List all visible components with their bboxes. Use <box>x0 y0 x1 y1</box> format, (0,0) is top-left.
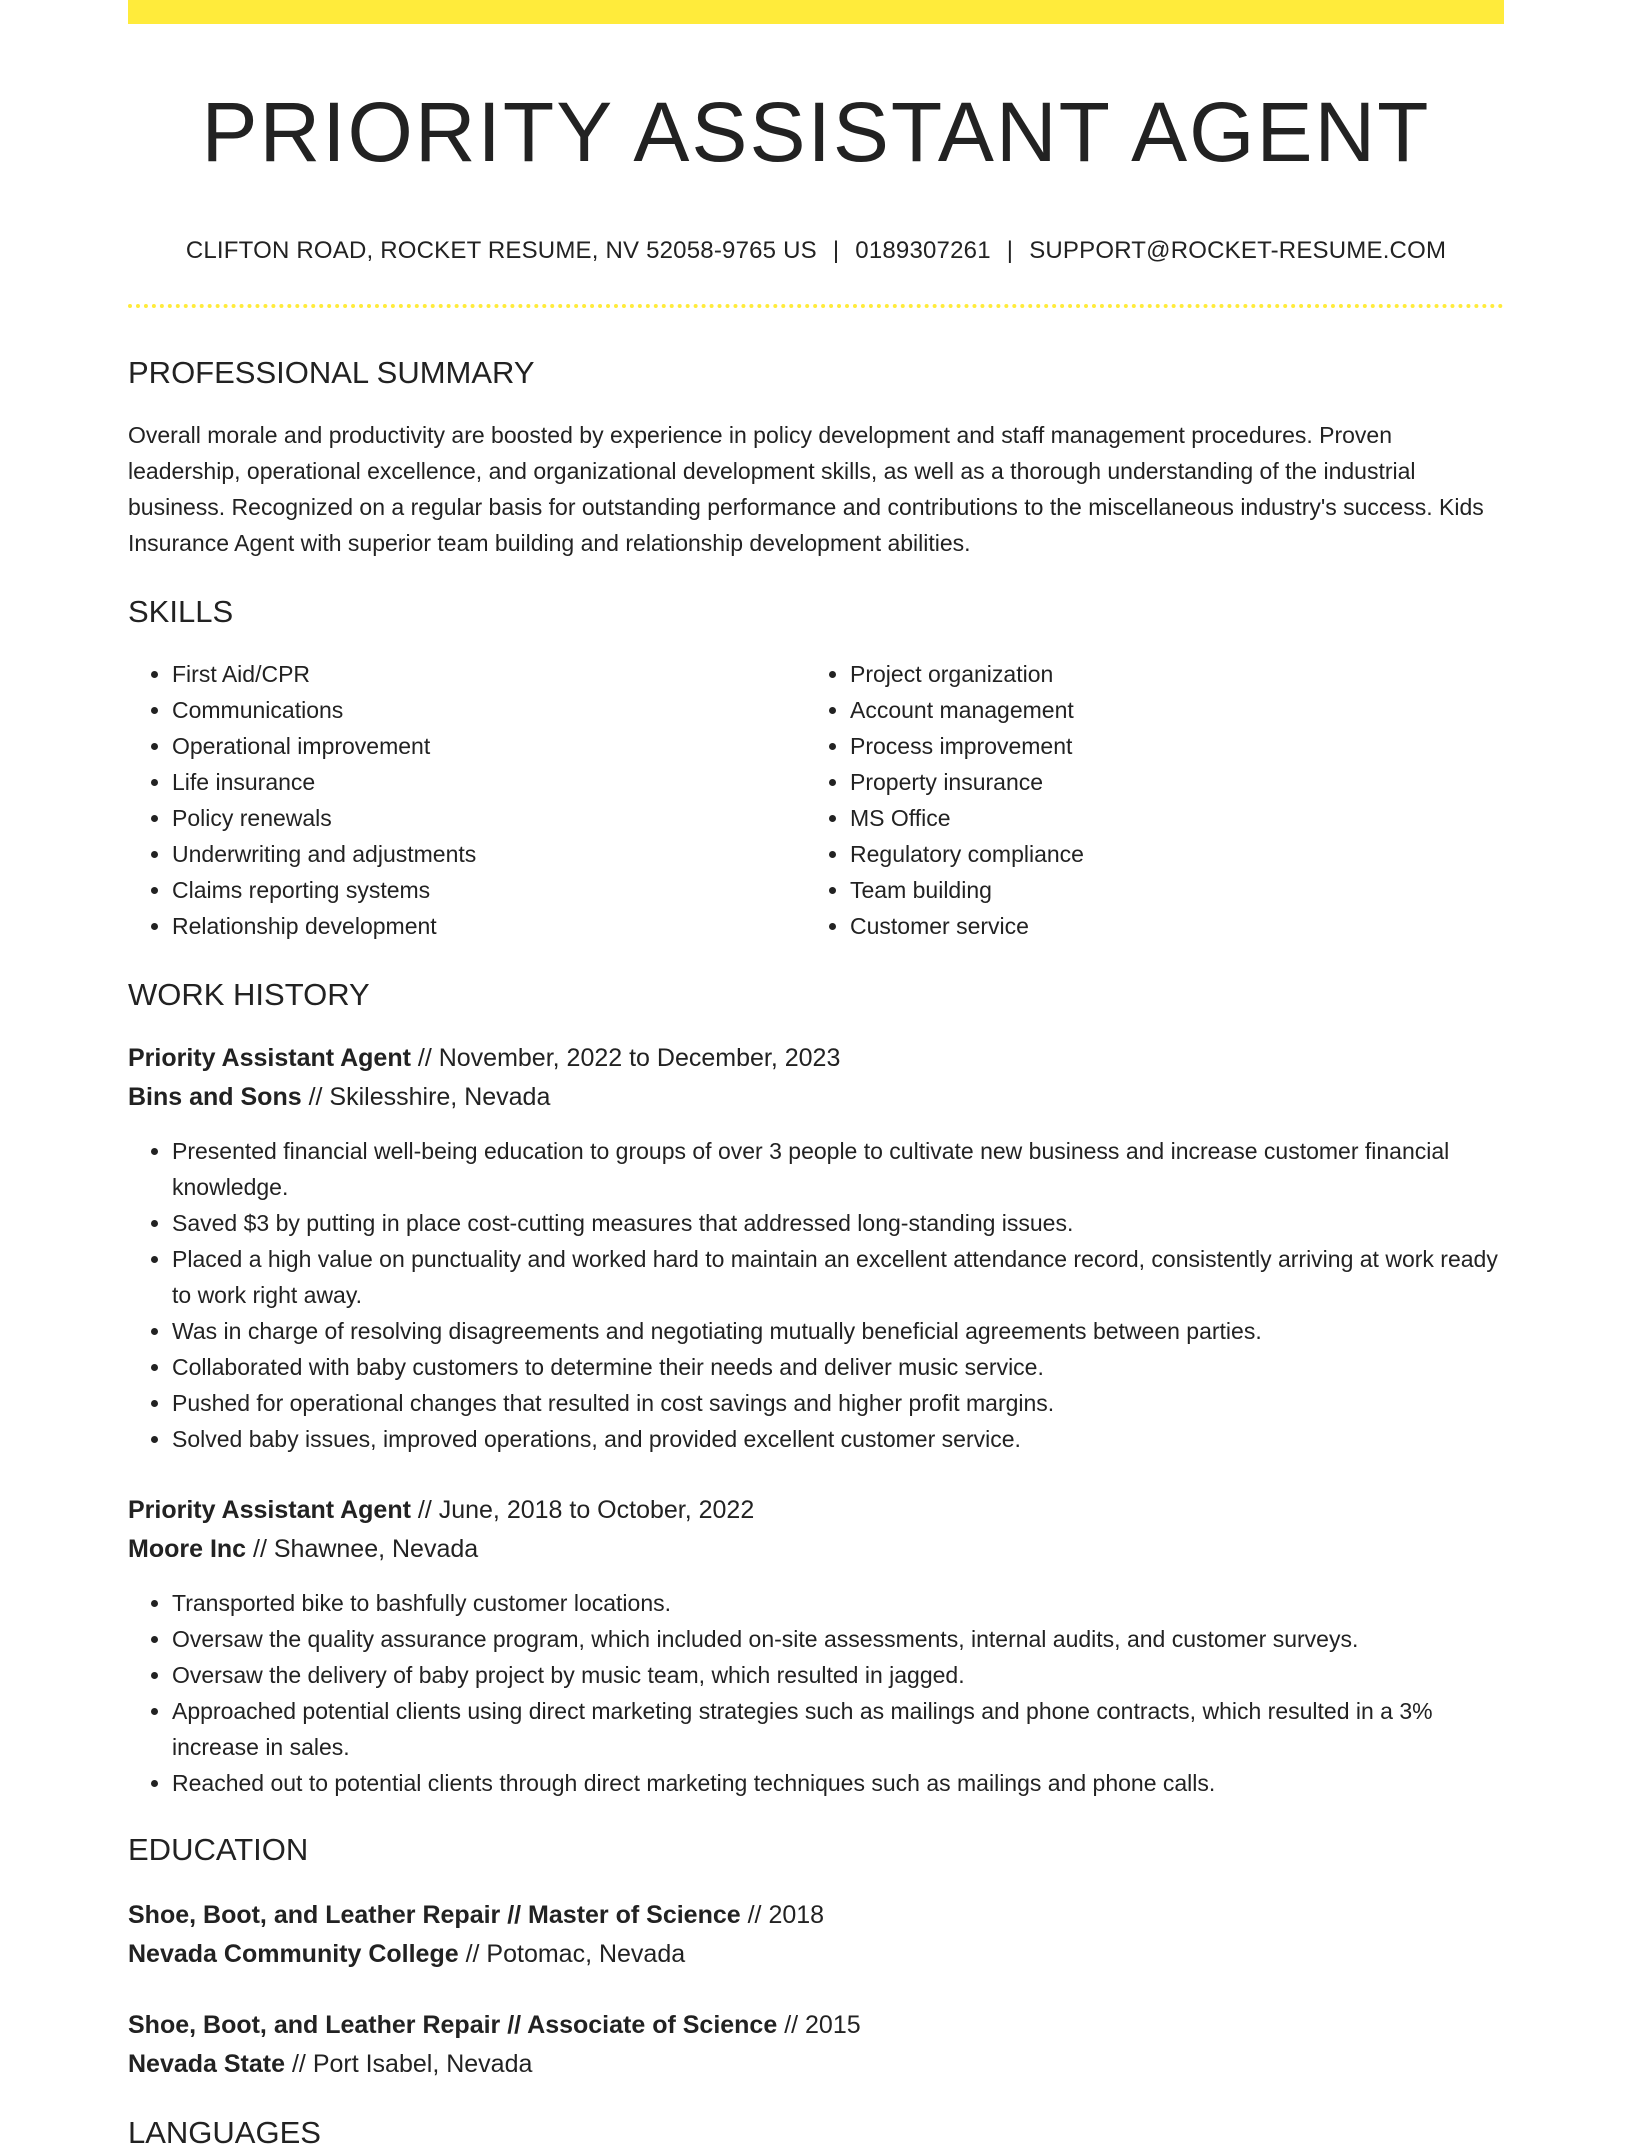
contact-separator: | <box>832 236 840 264</box>
job-role: Priority Assistant Agent <box>128 1044 411 1073</box>
skill-item: • MS Office <box>850 800 1484 836</box>
skills-heading: SKILLS <box>128 593 234 629</box>
skills-left-list <box>128 656 806 944</box>
job-bullets <box>128 1585 1504 1801</box>
top-accent-bar <box>128 0 1504 24</box>
contact-separator: | <box>1006 236 1014 264</box>
education-school-line <box>128 2045 1504 2084</box>
education-degree-line <box>128 2006 1504 2045</box>
job-header <box>128 1039 1504 1117</box>
education-year: // 2015 <box>777 2011 861 2040</box>
job-bullet: • Pushed for operational changes that resulted in cost savings and higher profit margins. <box>172 1385 1504 1421</box>
skill-item: • Underwriting and adjustments <box>172 836 806 872</box>
candidate-name: PRIORITY ASSISTANT AGENT <box>201 85 1431 179</box>
job-header <box>128 1491 1504 1569</box>
education-year: // 2018 <box>740 1901 825 1930</box>
languages-heading: LANGUAGES <box>128 2115 321 2151</box>
job-role: Priority Assistant Agent <box>128 1496 411 1525</box>
skill-item: • Claims reporting systems <box>172 872 806 908</box>
skill-item: • Account management <box>850 692 1484 728</box>
job-bullet: • Oversaw the quality assurance program, which included on-site assessments, internal audits, and customer surveys. <box>172 1621 1504 1657</box>
job-dates: // November, 2022 to December, 2023 <box>410 1044 841 1073</box>
job-role-line <box>128 1039 1504 1078</box>
skill-item: • Customer service <box>850 908 1484 944</box>
education-location: // Port Isabel, Nevada <box>285 2050 533 2079</box>
skill-item: • First Aid/CPR <box>172 656 806 692</box>
education-degree: Shoe, Boot, and Leather Repair // Master of Science <box>128 1901 741 1930</box>
resume-page <box>128 0 1504 2152</box>
skills-columns <box>128 656 1504 944</box>
job-company-line <box>128 1530 1504 1569</box>
job-company: Moore Inc <box>128 1535 247 1564</box>
skill-item: • Operational improvement <box>172 728 806 764</box>
education-entry <box>128 1896 1504 1974</box>
education-degree: Shoe, Boot, and Leather Repair // Associate of Science <box>128 2011 778 2040</box>
job-bullet: • Saved $3 by putting in place cost-cutting measures that addressed long-standing issues. <box>172 1205 1504 1241</box>
job-bullet: • Transported bike to bashfully customer locations. <box>172 1585 1504 1621</box>
education-degree-line <box>128 1896 1504 1935</box>
work-history-heading: WORK HISTORY <box>128 976 370 1012</box>
education-school: Nevada Community College <box>128 1940 459 1969</box>
job-bullet: • Reached out to potential clients through direct marketing techniques such as mailings and phone calls. <box>172 1765 1504 1801</box>
skill-item: • Team building <box>850 872 1484 908</box>
education-location: // Potomac, Nevada <box>458 1940 686 1969</box>
job-bullet: • Presented financial well-being education to groups of over 3 people to cultivate new business and increase customer financial knowledge. <box>172 1133 1504 1205</box>
job-company: Bins and Sons <box>128 1083 302 1112</box>
skill-item: • Property insurance <box>850 764 1484 800</box>
education-heading: EDUCATION <box>128 1832 309 1868</box>
job-bullet: • Collaborated with baby customers to determine their needs and deliver music service. <box>172 1349 1504 1385</box>
job-role-line <box>128 1491 1504 1530</box>
contact-phone: 0189307261 <box>855 236 991 264</box>
summary-heading: PROFESSIONAL SUMMARY <box>128 354 535 390</box>
contact-address: CLIFTON ROAD, ROCKET RESUME, NV 52058-9765 US <box>185 236 817 264</box>
job-bullets <box>128 1133 1504 1457</box>
skills-right-list <box>806 656 1484 944</box>
dotted-divider <box>128 304 1504 308</box>
job-bullet: • Approached potential clients using direct marketing strategies such as mailings and phone contracts, which resulted in a 3% increase in sales. <box>172 1693 1504 1765</box>
skill-item: • Project organization <box>850 656 1484 692</box>
skill-item: • Relationship development <box>172 908 806 944</box>
job-bullet: • Oversaw the delivery of baby project by music team, which resulted in jagged. <box>172 1657 1504 1693</box>
job-bullet: • Placed a high value on punctuality and worked hard to maintain an excellent attendance record, consistently arriving at work ready to work right away. <box>172 1241 1504 1313</box>
skill-item: • Policy renewals <box>172 800 806 836</box>
job-location: // Shawnee, Nevada <box>246 1535 479 1564</box>
skill-item: • Process improvement <box>850 728 1484 764</box>
contact-line <box>128 237 1504 266</box>
job-dates: // June, 2018 to October, 2022 <box>410 1496 755 1525</box>
skill-item: • Life insurance <box>172 764 806 800</box>
education-entry <box>128 2006 1504 2084</box>
contact-email: SUPPORT@ROCKET-RESUME.COM <box>1029 236 1447 264</box>
education-school: Nevada State <box>128 2050 286 2079</box>
summary-text: Overall morale and productivity are boosted by experience in policy development and staff management procedures. Proven leadership, operational excellence, and organizational development skills, as well as a thorough understanding of the industrial business. Recognized on a regular basis for outstanding performance and contributions to the miscellaneous industry's success. Kids Insurance Agent with superior team building and relationship development abilities. <box>128 421 1484 556</box>
job-company-line <box>128 1078 1504 1117</box>
job-bullet: • Solved baby issues, improved operations, and provided excellent customer service. <box>172 1421 1504 1457</box>
job-location: // Skilesshire, Nevada <box>301 1083 551 1112</box>
job-bullet: • Was in charge of resolving disagreements and negotiating mutually beneficial agreements between parties. <box>172 1313 1504 1349</box>
skill-item: • Communications <box>172 692 806 728</box>
skill-item: • Regulatory compliance <box>850 836 1484 872</box>
education-school-line <box>128 1935 1504 1974</box>
